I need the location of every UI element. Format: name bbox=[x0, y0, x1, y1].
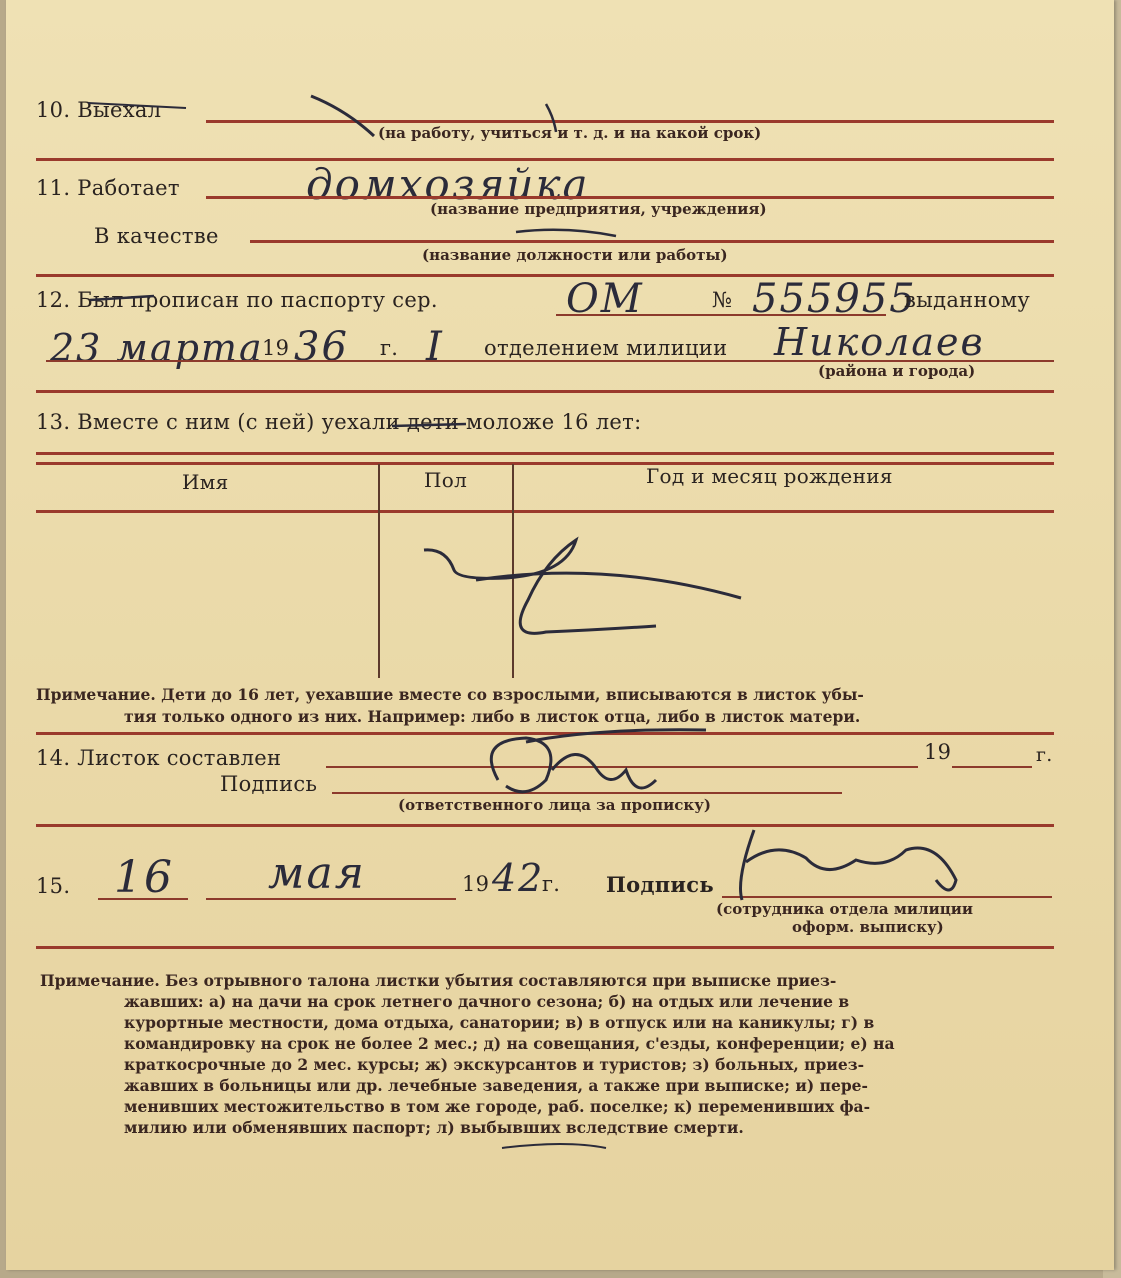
section-12-hint: (района и города) bbox=[818, 362, 976, 380]
separator bbox=[36, 390, 1054, 393]
section-12-label: 12. Был прописан по паспорту сер. bbox=[36, 288, 438, 312]
dept-text: отделением милиции bbox=[484, 336, 728, 360]
footnote-line-4: командировку на срок не более 2 мес.; д) на совещания, с'езды, конференции; е) на bbox=[124, 1034, 895, 1053]
separator bbox=[36, 732, 1054, 735]
city-handwriting: Николаев bbox=[774, 320, 985, 364]
year-prefix: 19 bbox=[924, 740, 952, 764]
footnote-line-7: менивших местожительство в том же городе, раб. поселке; к) переменивших фа- bbox=[124, 1097, 871, 1116]
section-13-note-line-1: Примечание. Дети до 16 лет, уехавшие вместе со взрослыми, вписываются в листок убы- bbox=[36, 685, 864, 704]
passport-number: 555955 bbox=[752, 276, 917, 322]
field-line bbox=[326, 766, 918, 768]
dept-number: I bbox=[426, 324, 444, 370]
col-birth-header: Год и месяц рождения bbox=[646, 464, 893, 488]
section-14-hint: (ответственного лица за прописку) bbox=[398, 796, 711, 814]
form-sheet bbox=[6, 0, 1114, 1270]
position-hint: (название должности или работы) bbox=[422, 246, 728, 264]
field-line bbox=[332, 792, 842, 794]
section-11-label: 11. Работает bbox=[36, 176, 180, 200]
sign-year: 42 bbox=[492, 856, 545, 900]
separator bbox=[36, 824, 1054, 827]
table-header-line bbox=[36, 510, 1054, 513]
field-line bbox=[952, 766, 1032, 768]
table-column-divider bbox=[378, 464, 380, 678]
year-g: г. bbox=[542, 872, 561, 896]
number-sign: № bbox=[712, 288, 733, 312]
sign-day: 16 bbox=[114, 852, 174, 903]
field-line bbox=[206, 120, 1054, 123]
footnote-line-1: Примечание. Без отрывного талона листки убытия составляются при выписке приез- bbox=[40, 971, 837, 990]
year-prefix: 19 bbox=[462, 872, 490, 896]
field-line bbox=[556, 314, 886, 316]
section-14-label: 14. Листок составлен bbox=[36, 746, 282, 770]
footnote-line-2: жавших: а) на дачи на срок летнего дачного сезона; б) на отдых или лечение в bbox=[124, 992, 850, 1011]
footnote-line-5: краткосрочные до 2 мес. курсы; ж) экскурсантов и туристов; з) больных, приез- bbox=[124, 1055, 865, 1074]
footnote-line-8: милию или обменявших паспорт; л) выбывших вследствие смерти. bbox=[124, 1118, 744, 1137]
field-line bbox=[98, 898, 188, 900]
footnote-line-3: курортные местности, дома отдыха, санатории; в) в отпуск или на каникулы; г) в bbox=[124, 1013, 875, 1032]
col-name-header: Имя bbox=[182, 470, 229, 494]
sign-month: мая bbox=[268, 848, 366, 899]
section-10-label: 10. Выехал bbox=[36, 98, 162, 122]
issue-year: 36 bbox=[294, 324, 349, 370]
section-11-hint: (название предприятия, учреждения) bbox=[430, 200, 767, 218]
field-line bbox=[250, 240, 1054, 243]
table-column-divider bbox=[512, 464, 514, 678]
section-13-label: 13. Вместе с ним (с ней) уехали дети моложе 16 лет: bbox=[36, 410, 642, 434]
year-prefix: 19 bbox=[262, 336, 290, 360]
table-top-line bbox=[36, 452, 1054, 455]
issue-date: 23 марта bbox=[50, 326, 264, 370]
year-g: г. bbox=[380, 336, 399, 360]
position-label: В качестве bbox=[94, 224, 219, 248]
field-line bbox=[722, 896, 1052, 898]
section-15-hint-1: (сотрудника отдела милиции bbox=[716, 900, 974, 918]
field-line bbox=[206, 196, 1054, 199]
passport-series: ОМ bbox=[566, 276, 644, 322]
footnote-line-6: жавших в больницы или др. лечебные заведения, а также при выписке; и) пере- bbox=[124, 1076, 868, 1095]
signature-label-14: Подпись bbox=[220, 772, 318, 796]
section-15-label: 15. bbox=[36, 874, 71, 898]
table-top-line bbox=[36, 462, 1054, 465]
section-10-hint: (на работу, учиться и т. д. и на какой срок) bbox=[378, 124, 762, 142]
year-g: г. bbox=[1036, 744, 1053, 766]
separator bbox=[36, 946, 1054, 949]
issued-label: выданному bbox=[904, 288, 1031, 312]
section-15-hint-2: оформ. выписку) bbox=[792, 918, 944, 936]
col-sex-header: Пол bbox=[424, 468, 468, 492]
signature-label-15: Подпись bbox=[606, 872, 714, 897]
section-13-note-line-2: тия только одного из них. Например: либо в листок отца, либо в листок матери. bbox=[124, 707, 861, 726]
field-line bbox=[206, 898, 456, 900]
employer-handwriting: домхозяйка bbox=[306, 160, 590, 209]
